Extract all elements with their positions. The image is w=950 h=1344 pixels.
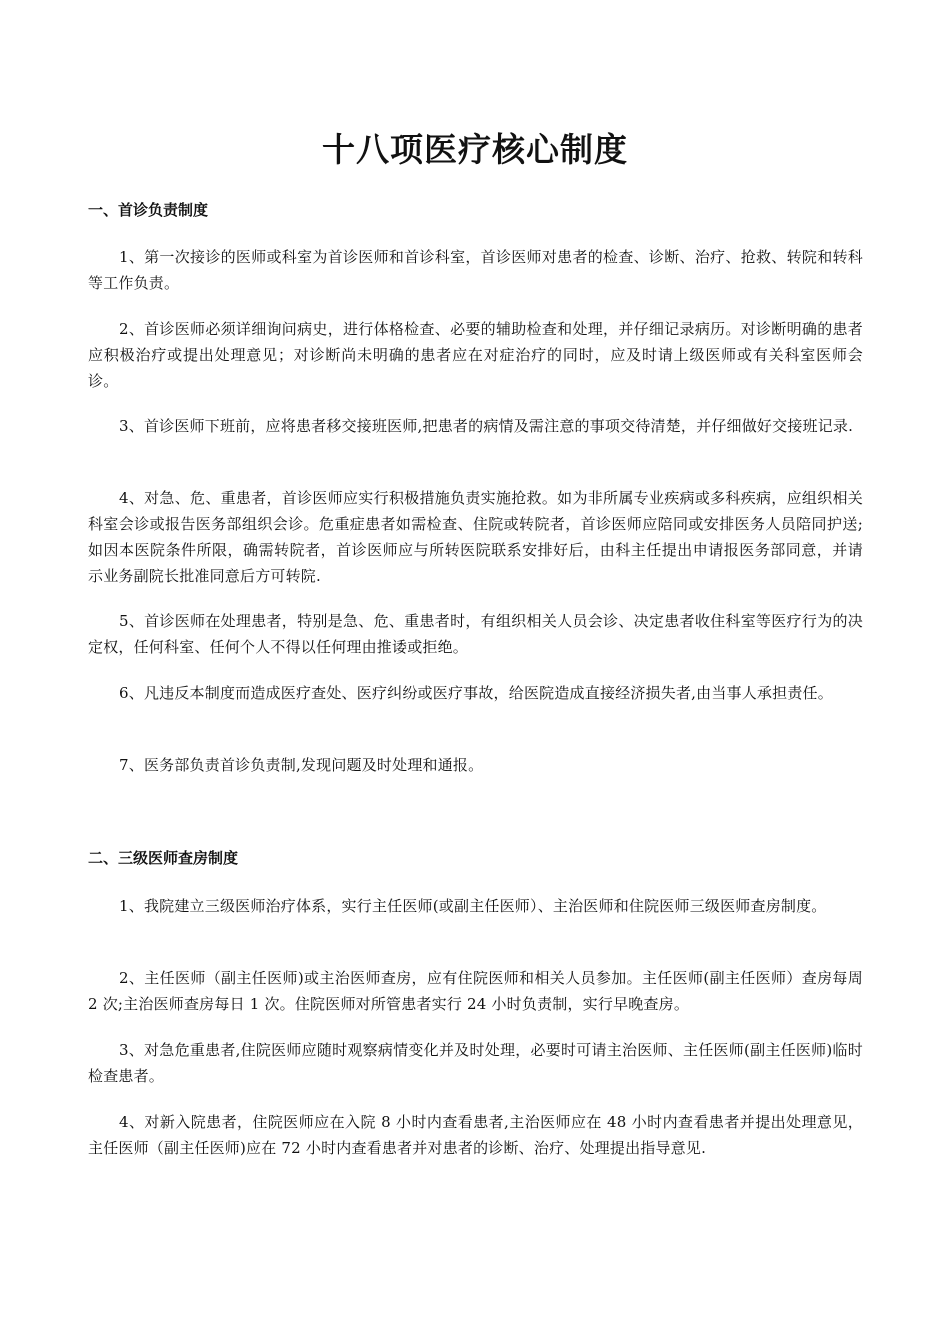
section-heading-ward-rounds: 二、三级医师查房制度 — [88, 849, 239, 867]
section-heading-first-visit: 一、首诊负责制度 — [88, 201, 209, 219]
paragraph: 2、主任医师（副主任医师)或主治医师查房，应有住院医师和相关人员参加。主任医师(副主任医师）查房每周 2 次;主治医师查房每日 1 次。住院医师对所管患者实行 24 小时负责制，实行早晚查房。 — [88, 969, 863, 1013]
paragraph: 5、首诊医师在处理患者，特别是急、危、重患者时，有组织相关人员会诊、决定患者收住科室等医疗行为的决定权，任何科室、任何个人不得以任何理由推诿或拒绝。 — [88, 612, 863, 656]
paragraph: 1、第一次接诊的医师或科室为首诊医师和首诊科室，首诊医师对患者的检查、诊断、治疗、抢救、转院和转科等工作负责。 — [88, 248, 863, 292]
paragraph: 1、我院建立三级医师治疗体系，实行主任医师(或副主任医师）、主治医师和住院医师三级医师查房制度。 — [119, 897, 827, 915]
paragraph: 3、首诊医师下班前，应将患者移交接班医师,把患者的病情及需注意的事项交待清楚，并仔细做好交接班记录. — [119, 417, 854, 435]
paragraph: 7、医务部负责首诊负责制,发现问题及时处理和通报。 — [119, 756, 484, 774]
document-title: 十八项医疗核心制度 — [322, 130, 628, 169]
paragraph: 6、凡违反本制度而造成医疗查处、医疗纠纷或医疗事故，给医院造成直接经济损失者,由当事人承担责任。 — [119, 684, 833, 702]
paragraph: 4、对急、危、重患者，首诊医师应实行积极措施负责实施抢救。如为非所属专业疾病或多科疾病，应组织相关科室会诊或报告医务部组织会诊。危重症患者如需检查、住院或转院者，首诊医师应陪同或安排医务人员陪同护送;如因本医院条件所限，确需转院者，首诊医师应与所转医院联系安排好后，由科主任提出申请报医务部同意，并请示业务副院长批准同意后方可转院. — [88, 489, 863, 585]
paragraph: 3、对急危重患者,住院医师应随时观察病情变化并及时处理，必要时可请主治医师、主任医师(副主任医师)临时检查患者。 — [88, 1041, 863, 1085]
paragraph: 2、首诊医师必须详细询问病史，进行体格检查、必要的辅助检查和处理，并仔细记录病历。对诊断明确的患者应积极治疗或提出处理意见；对诊断尚未明确的患者应在对症治疗的同时，应及时请上级医师或有关科室医师会诊。 — [88, 320, 863, 390]
paragraph: 4、对新入院患者，住院医师应在入院 8 小时内查看患者,主治医师应在 48 小时内查看患者并提出处理意见，主任医师（副主任医师)应在 72 小时内查看患者并对患者的诊断、治疗、处理提出指导意见. — [88, 1113, 863, 1157]
